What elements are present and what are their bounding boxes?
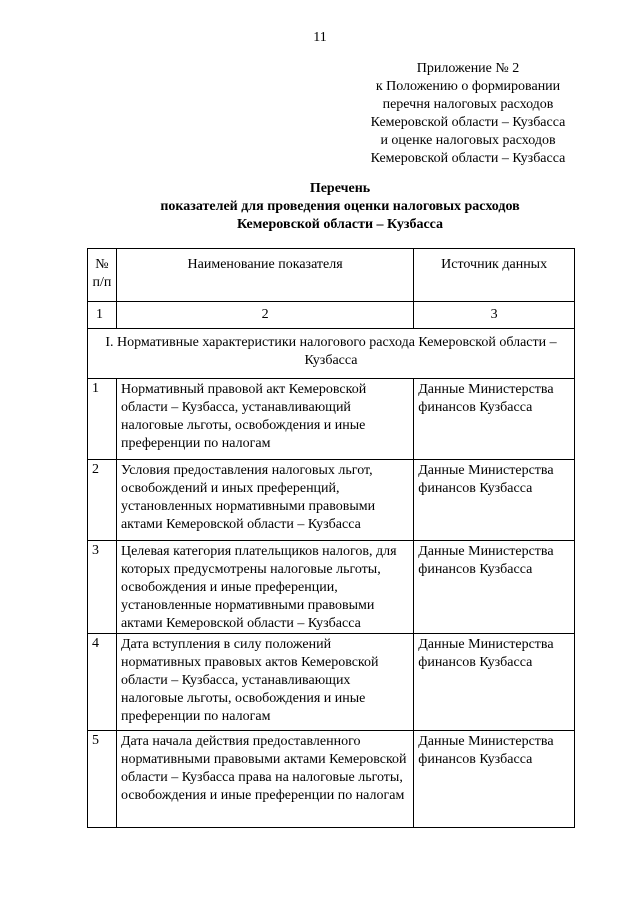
table-header-row: [88, 249, 575, 302]
table-row: [88, 541, 575, 634]
column-number: 2: [116, 302, 413, 329]
table-row: [88, 634, 575, 731]
row-data-source: Данные Министерства финансов Кузбасса: [414, 731, 575, 828]
table-row: [88, 460, 575, 541]
header-number: № п/п: [88, 249, 117, 302]
row-indicator-name: Условия предоставления налоговых льгот, освобождений и иных преференций, установленных нормативными правовыми актами Кемеровской области – Кузбасса: [116, 460, 413, 541]
indicators-table: [87, 248, 575, 828]
column-numbers-row: [88, 302, 575, 329]
table-row: [88, 731, 575, 828]
title-line: показателей для проведения оценки налоговых расходов: [160, 199, 520, 214]
row-data-source: Данные Министерства финансов Кузбасса: [414, 634, 575, 731]
page-number: 11: [313, 30, 327, 45]
title-line: Перечень: [309, 181, 371, 196]
column-number: 3: [414, 302, 575, 329]
row-indicator-name: Нормативный правовой акт Кемеровской области – Кузбасса, устанавливающий налоговые льготы, освобождения и иные преференции по налогам: [116, 379, 413, 460]
row-indicator-name: Целевая категория плательщиков налогов, для которых предусмотрены налоговые льготы, освобождения и иные преференции, установленные нормативными правовыми актами Кемеровской области – Кузбасса: [116, 541, 413, 634]
title-line: Кемеровской области – Кузбасса: [236, 217, 444, 232]
row-data-source: Данные Министерства финансов Кузбасса: [414, 541, 575, 634]
section-title: I. Нормативные характеристики налогового расхода Кемеровской области – Кузбасса: [88, 329, 575, 379]
document-title: [60, 180, 620, 234]
table-row: [88, 379, 575, 460]
appendix-line: Кемеровской области – Кузбасса: [370, 151, 566, 166]
appendix-line: Приложение № 2: [416, 61, 520, 76]
column-number: 1: [88, 302, 117, 329]
appendix-line: Кемеровской области – Кузбасса: [370, 115, 566, 130]
section-row: [88, 329, 575, 379]
row-data-source: Данные Министерства финансов Кузбасса: [414, 379, 575, 460]
row-number: 1: [88, 379, 117, 460]
appendix-line: и оценке налоговых расходов: [380, 133, 556, 148]
row-indicator-name: Дата вступления в силу положений нормативных правовых актов Кемеровской области – Кузбасса, устанавливающих налоговые льготы, освобождения и иные преференции по налогам: [116, 634, 413, 731]
appendix-line: перечня налоговых расходов: [382, 97, 554, 112]
header-indicator-name: Наименование показателя: [116, 249, 413, 302]
header-data-source: Источник данных: [414, 249, 575, 302]
row-data-source: Данные Министерства финансов Кузбасса: [414, 460, 575, 541]
appendix-block: [348, 60, 588, 168]
row-number: 3: [88, 541, 117, 634]
appendix-line: к Положению о формировании: [375, 79, 561, 94]
row-number: 5: [88, 731, 117, 828]
row-indicator-name: Дата начала действия предоставленного нормативными правовыми актами Кемеровской области – Кузбасса права на налоговые льготы, освобождения и иные преференции по налогам: [116, 731, 413, 828]
row-number: 2: [88, 460, 117, 541]
row-number: 4: [88, 634, 117, 731]
